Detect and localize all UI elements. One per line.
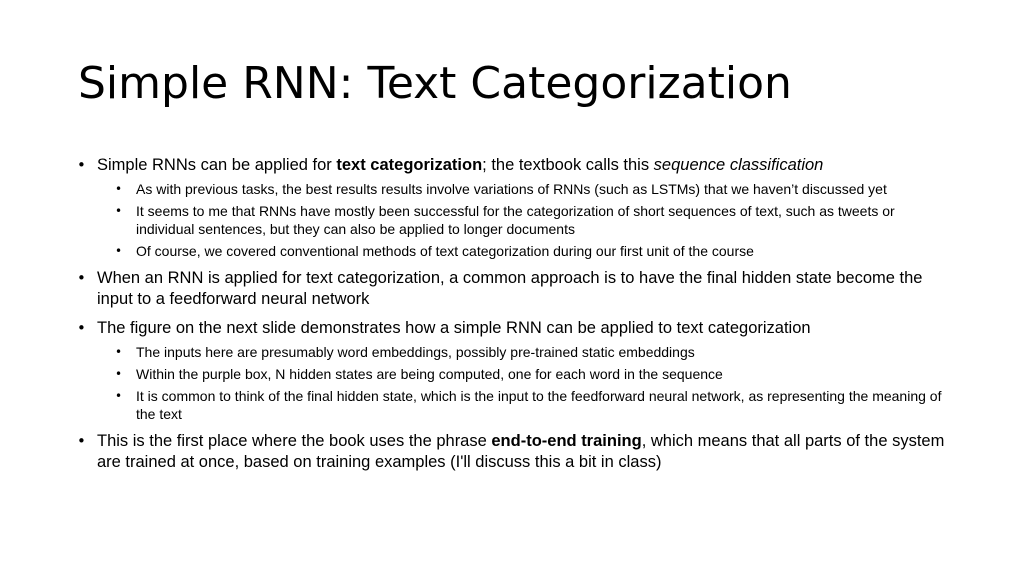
bullet-icon: • bbox=[77, 432, 86, 450]
sub-bullet bbox=[76, 202, 956, 238]
sub-bullet-text: The inputs here are presumably word embeddings, possibly pre-trained static embeddings bbox=[136, 344, 695, 360]
bold-term: text categorization bbox=[336, 156, 483, 174]
bullet-icon: • bbox=[115, 244, 123, 258]
sub-bullet bbox=[76, 387, 956, 423]
bullet-text: Simple RNNs can be applied for bbox=[97, 156, 337, 174]
bullet-icon: • bbox=[77, 269, 86, 287]
bullet-final-hidden-state bbox=[76, 268, 956, 310]
sub-bullet-text: Within the purple box, N hidden states are being computed, one for each word in the sequence bbox=[136, 366, 723, 382]
bullet-text: ; the textbook calls this bbox=[482, 156, 654, 174]
bullet-text: The figure on the next slide demonstrates how a simple RNN can be applied to text categorization bbox=[97, 319, 811, 337]
bullet-icon: • bbox=[77, 156, 86, 174]
bullet-end-to-end-training bbox=[76, 431, 956, 473]
sub-bullet-text: As with previous tasks, the best results results involve variations of RNNs (such as LSTMs) that we haven’t discussed yet bbox=[136, 181, 887, 197]
sub-bullet bbox=[76, 242, 956, 260]
slide-content bbox=[76, 155, 956, 477]
sub-bullet bbox=[76, 365, 956, 383]
bullet-icon: • bbox=[115, 204, 123, 218]
bullet-icon: • bbox=[115, 367, 123, 381]
sub-bullet bbox=[76, 180, 956, 198]
sub-bullet-text: It is common to think of the final hidden state, which is the input to the feedforward neural network, as representing the meaning of the text bbox=[136, 388, 942, 422]
bullet-icon: • bbox=[115, 345, 123, 359]
bullet-icon: • bbox=[77, 319, 86, 337]
italic-term: sequence classification bbox=[653, 156, 824, 174]
bullet-figure-next-slide bbox=[76, 318, 956, 339]
bullet-text: This is the first place where the book uses the phrase bbox=[97, 432, 492, 450]
bullet-icon: • bbox=[115, 389, 123, 403]
sub-bullet bbox=[76, 343, 956, 361]
bullet-text: When an RNN is applied for text categorization, a common approach is to have the final hidden state become the input to a feedforward neural network bbox=[97, 269, 923, 308]
bullet-text: , which means that all parts of the system are trained at once, based on training examples (I'll discuss this a bit in class) bbox=[97, 432, 945, 471]
bold-term: end-to-end training bbox=[491, 432, 642, 450]
bullet-icon: • bbox=[115, 182, 123, 196]
sub-bullet-text: Of course, we covered conventional methods of text categorization during our first unit of the course bbox=[136, 243, 754, 259]
sub-bullet-text: It seems to me that RNNs have mostly been successful for the categorization of short sequences of text, such as tweets or individual sentences, but they can also be applied to longer documents bbox=[136, 203, 895, 237]
slide-title: Simple RNN: Text Categorization bbox=[78, 58, 792, 109]
bullet-text-categorization bbox=[76, 155, 956, 176]
